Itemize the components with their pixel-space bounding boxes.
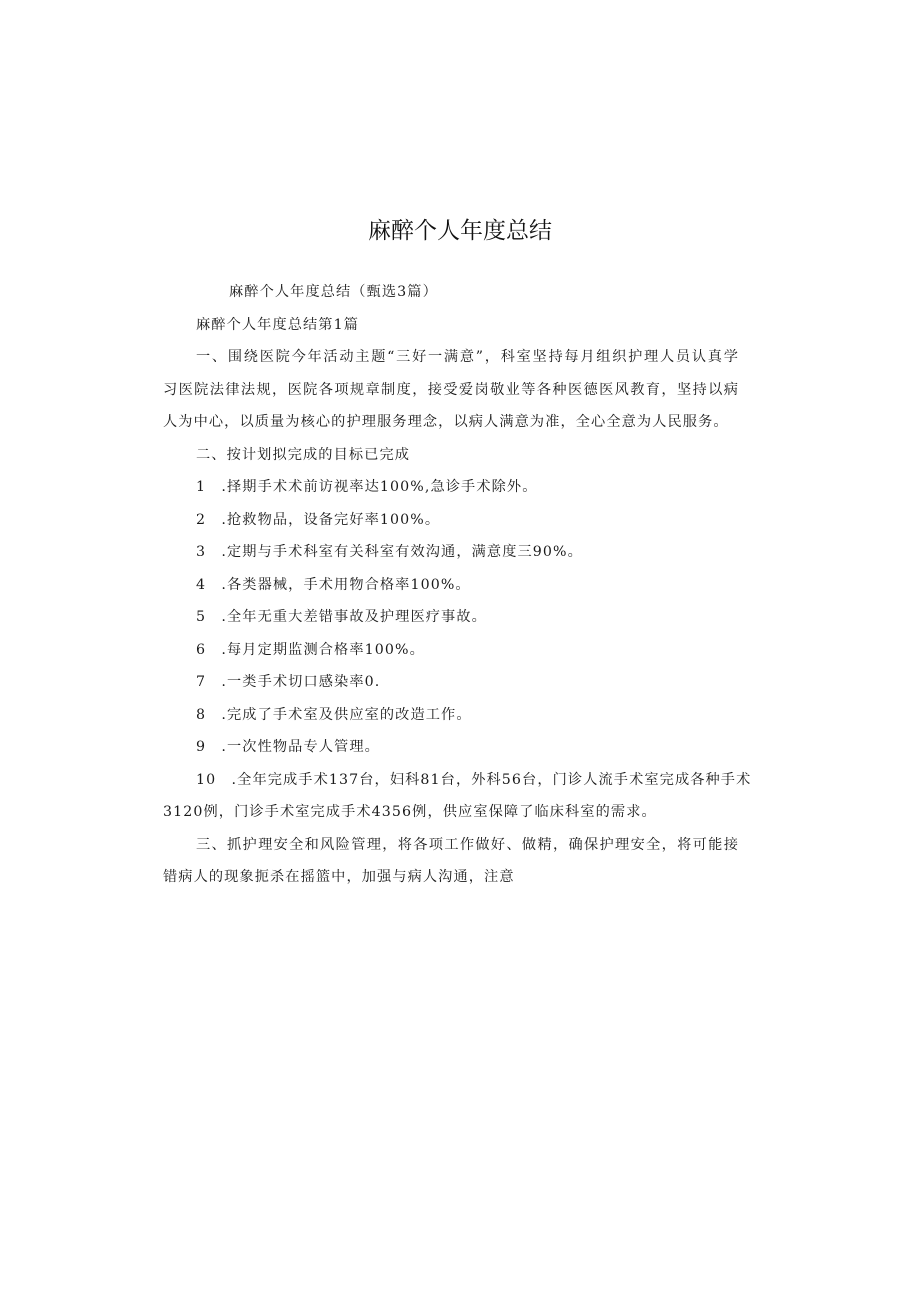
- section-heading: 麻醉个人年度总结第1篇: [196, 316, 360, 333]
- paragraph-2: 二、按计划拟完成的目标已完成: [196, 446, 411, 463]
- list-item: 9 .一次性物品专人管理。: [196, 739, 380, 755]
- list-item-10-line-2: 3120例，门诊手术室完成手术4356例，供应室保障了临床科室的需求。: [163, 804, 657, 820]
- list-item: 4 .各类器械，手术用物合格率100%。: [196, 576, 471, 593]
- list-item: 7 .一类手术切口感染率0.: [196, 674, 381, 690]
- paragraph-1-line-2: 习医院法律法规，医院各项规章制度，接受爱岗敬业等各种医德医风教育，坚持以病: [163, 381, 739, 398]
- list-item: 8 .完成了手术室及供应室的改造工作。: [196, 706, 472, 723]
- paragraph-1-line-1: 一、围绕医院今年活动主题“三好一满意”，科室坚持每月组织护理人员认真学: [196, 349, 739, 365]
- list-item: 6 .每月定期监测合格率100%。: [196, 641, 425, 658]
- paragraph-1: [163, 341, 739, 439]
- document-title: 麻醉个人年度总结: [368, 218, 552, 244]
- document-body: [163, 276, 752, 894]
- list-item: 5 .全年无重大差错事故及护理医疗事故。: [196, 609, 487, 625]
- document-subtitle: 麻醉个人年度总结（甄选3篇）: [229, 284, 438, 300]
- paragraph-1-line-3: 人为中心，以质量为核心的护理服务理念，以病人满意为准，全心全意为人民服务。: [163, 414, 729, 430]
- paragraph-3-line-1: 三、抓护理安全和风险管理，将各项工作做好、做精，确保护理安全，将可能接: [196, 836, 739, 853]
- paragraph-3-line-2: 错病人的现象扼杀在摇篮中，加强与病人沟通，注意: [163, 869, 515, 885]
- paragraph-3: [163, 829, 739, 894]
- list-item-10-line-1: 10 .全年完成手术137台，妇科81台，外科56台，门诊人流手术室完成各种手术: [196, 771, 752, 788]
- list-item-10: [163, 764, 752, 829]
- list-item: 1 .择期手术术前访视率达100%,急诊手术除外。: [196, 479, 538, 495]
- list-item: 2 .抢救物品，设备完好率100%。: [196, 511, 441, 528]
- list-item: 3 .定期与手术科室有关科室有效沟通，满意度三90%。: [196, 544, 583, 560]
